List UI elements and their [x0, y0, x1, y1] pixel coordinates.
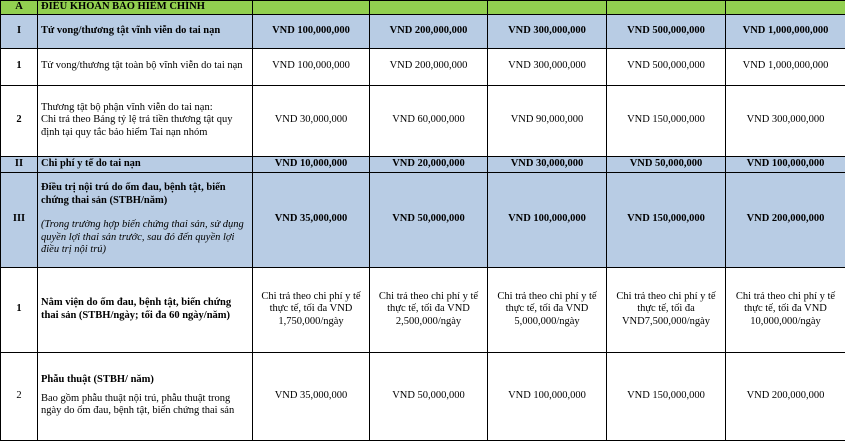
value-cell: VND 500,000,000 [607, 48, 726, 85]
value-cell: VND 30,000,000 [488, 156, 607, 172]
value-cell: VND 300,000,000 [726, 85, 845, 156]
row-label-detail: Chi trả theo Bảng tỷ lệ trả tiền thương tật quy định tại quy tắc bảo hiểm Tai nạn nhóm [41, 114, 233, 138]
table-row [1, 156, 845, 172]
table-row [1, 14, 845, 48]
value-cell: VND 50,000,000 [607, 156, 726, 172]
row-label: Tử vong/thương tật vĩnh viễn do tai nạn [38, 14, 253, 48]
table-row [1, 48, 845, 85]
value-cell: VND 30,000,000 [253, 85, 370, 156]
header-empty-cell [253, 1, 370, 15]
value-cell: VND 1,000,000,000 [726, 48, 845, 85]
row-index: I [1, 14, 38, 48]
value-cell: VND 200,000,000 [370, 14, 488, 48]
header-empty-cell [370, 1, 488, 15]
row-index: 1 [1, 267, 38, 352]
value-cell: VND 10,000,000 [253, 156, 370, 172]
row-index: 1 [1, 48, 38, 85]
row-label: Nằm viện do ốm đau, bệnh tật, biến chứng thai sản (STBH/ngày; tối đa 60 ngày/năm) [38, 267, 253, 352]
value-cell: VND 90,000,000 [488, 85, 607, 156]
value-cell: VND 50,000,000 [370, 172, 488, 267]
header-row [1, 1, 845, 15]
value-cell: VND 200,000,000 [726, 172, 845, 267]
row-label: Chi phí y tế do tai nạn [38, 156, 253, 172]
table-row [1, 85, 845, 156]
row-index: 2 [1, 352, 38, 440]
row-note: Bao gồm phẫu thuật nội trú, phẫu thuật trong ngày do ốm đau, bệnh tật, biến chứng thai sản [41, 392, 235, 417]
row-label: Thương tật bộ phận vĩnh viễn do tai nạn: [41, 101, 213, 113]
value-cell: VND 100,000,000 [726, 156, 845, 172]
value-cell: VND 500,000,000 [607, 14, 726, 48]
table-row [1, 172, 845, 267]
value-cell: VND 100,000,000 [488, 172, 607, 267]
header-empty-cell [488, 1, 607, 15]
row-label-cell [38, 172, 253, 267]
header-index: A [1, 1, 38, 15]
value-cell: VND 60,000,000 [370, 85, 488, 156]
value-cell: Chi trả theo chi phí y tế thực tế, tối đa VND 2,500,000/ngày [370, 267, 488, 352]
table-row [1, 267, 845, 352]
header-empty-cell [726, 1, 845, 15]
row-label: Điều trị nội trú do ốm đau, bệnh tật, biến chứng thai sản (STBH/năm) [41, 182, 226, 206]
value-cell: Chi trả theo chi phí y tế thực tế, tối đa VND 1,750,000/ngày [253, 267, 370, 352]
value-cell: VND 200,000,000 [726, 352, 845, 440]
value-cell: VND 100,000,000 [253, 48, 370, 85]
value-cell: VND 35,000,000 [253, 172, 370, 267]
value-cell: VND 150,000,000 [607, 85, 726, 156]
value-cell: VND 300,000,000 [488, 14, 607, 48]
value-cell: VND 35,000,000 [253, 352, 370, 440]
value-cell: Chi trả theo chi phí y tế thực tế, tối đa VND 5,000,000/ngày [488, 267, 607, 352]
row-index: 2 [1, 85, 38, 156]
value-cell: Chi trả theo chi phí y tế thực tế, tối đa VND7,500,000/ngày [607, 267, 726, 352]
header-title: ĐIỀU KHOẢN BẢO HIỂM CHÍNH [38, 1, 253, 15]
value-cell: VND 150,000,000 [607, 172, 726, 267]
row-index: II [1, 156, 38, 172]
value-cell: Chi trả theo chi phí y tế thực tế, tối đa VND 10,000,000/ngày [726, 267, 845, 352]
spacer [41, 207, 249, 219]
value-cell: VND 100,000,000 [253, 14, 370, 48]
value-cell: VND 300,000,000 [488, 48, 607, 85]
row-index: III [1, 172, 38, 267]
row-label: Phẫu thuật (STBH/ năm) [41, 374, 154, 386]
header-empty-cell [607, 1, 726, 15]
row-label: Tử vong/thương tật toàn bộ vĩnh viễn do tai nạn [38, 48, 253, 85]
value-cell: VND 1,000,000,000 [726, 14, 845, 48]
table-row [1, 352, 845, 440]
row-label-cell [38, 352, 253, 440]
value-cell: VND 150,000,000 [607, 352, 726, 440]
value-cell: VND 20,000,000 [370, 156, 488, 172]
value-cell: VND 200,000,000 [370, 48, 488, 85]
row-note: (Trong trường hợp biến chứng thai sản, sử dụng quyền lợi thai sản trước, sau đó đến quyền lợi điều trị nội trú) [41, 219, 244, 256]
value-cell: VND 100,000,000 [488, 352, 607, 440]
row-label-cell [38, 85, 253, 156]
value-cell: VND 50,000,000 [370, 352, 488, 440]
